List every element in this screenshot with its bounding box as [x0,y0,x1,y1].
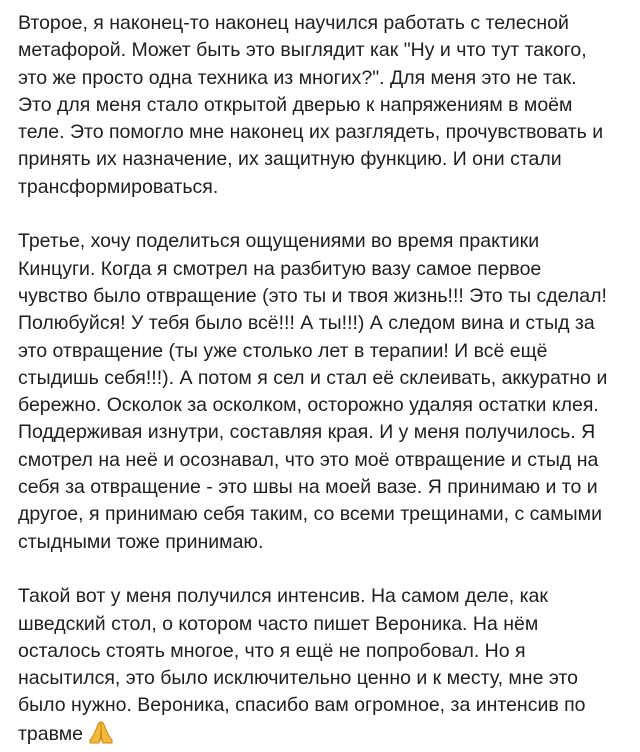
folded-hands-icon [87,720,115,744]
paragraph-conclusion-text: Такой вот у меня получился интенсив. На самом деле, как шведский стол, о котором часто пишет Вероника. На нём осталось стоять многое, что я ещё не попробовал. Но я насытился, это было исключительно ценно и к месту, мне это было нужно. Вероника, спасибо вам огромное, за интенсив по травме [18,585,586,745]
paragraph-conclusion [18,583,626,748]
paragraph-second: Второе, я наконец-то наконец научился работать с телесной метафорой. Может быть это выглядит как "Ну и что тут такого, это же просто одна техника из многих?". Для меня это не так. Это для меня стало открытой дверью к напряжениям в моём теле. Это помогло мне наконец их разглядеть, прочувствовать и принять их назначение, их защитную функцию. И они стали трансформироваться. [18,12,604,198]
paragraph-third: Третье, хочу поделиться ощущениями во время практики Кинцуги. Когда я смотрел на разбитую вазу самое первое чувство было отвращение (это ты и твоя жизнь!!! Это ты сделал! Полюбуйся! У тебя было всё!!! А ты!!!) А следом вина и стыд за это отвращение (ты уже столько лет в терапии! И всё ещё стыдишь себя!!!). А потом я сел и стал её склеивать, аккуратно и бережно. Осколок за осколком, осторожно удаляя остатки клея. Поддерживая изнутри, составляя края. И у меня получилось. Я смотрел на неё и осознавал, что это моё отвращение и стыд на себя за отвращение - это швы на моей вазе. Я принимаю и то и другое, я принимаю себя таким, со всеми трещинами, с самыми стыдными тоже принимаю. [18,230,608,553]
